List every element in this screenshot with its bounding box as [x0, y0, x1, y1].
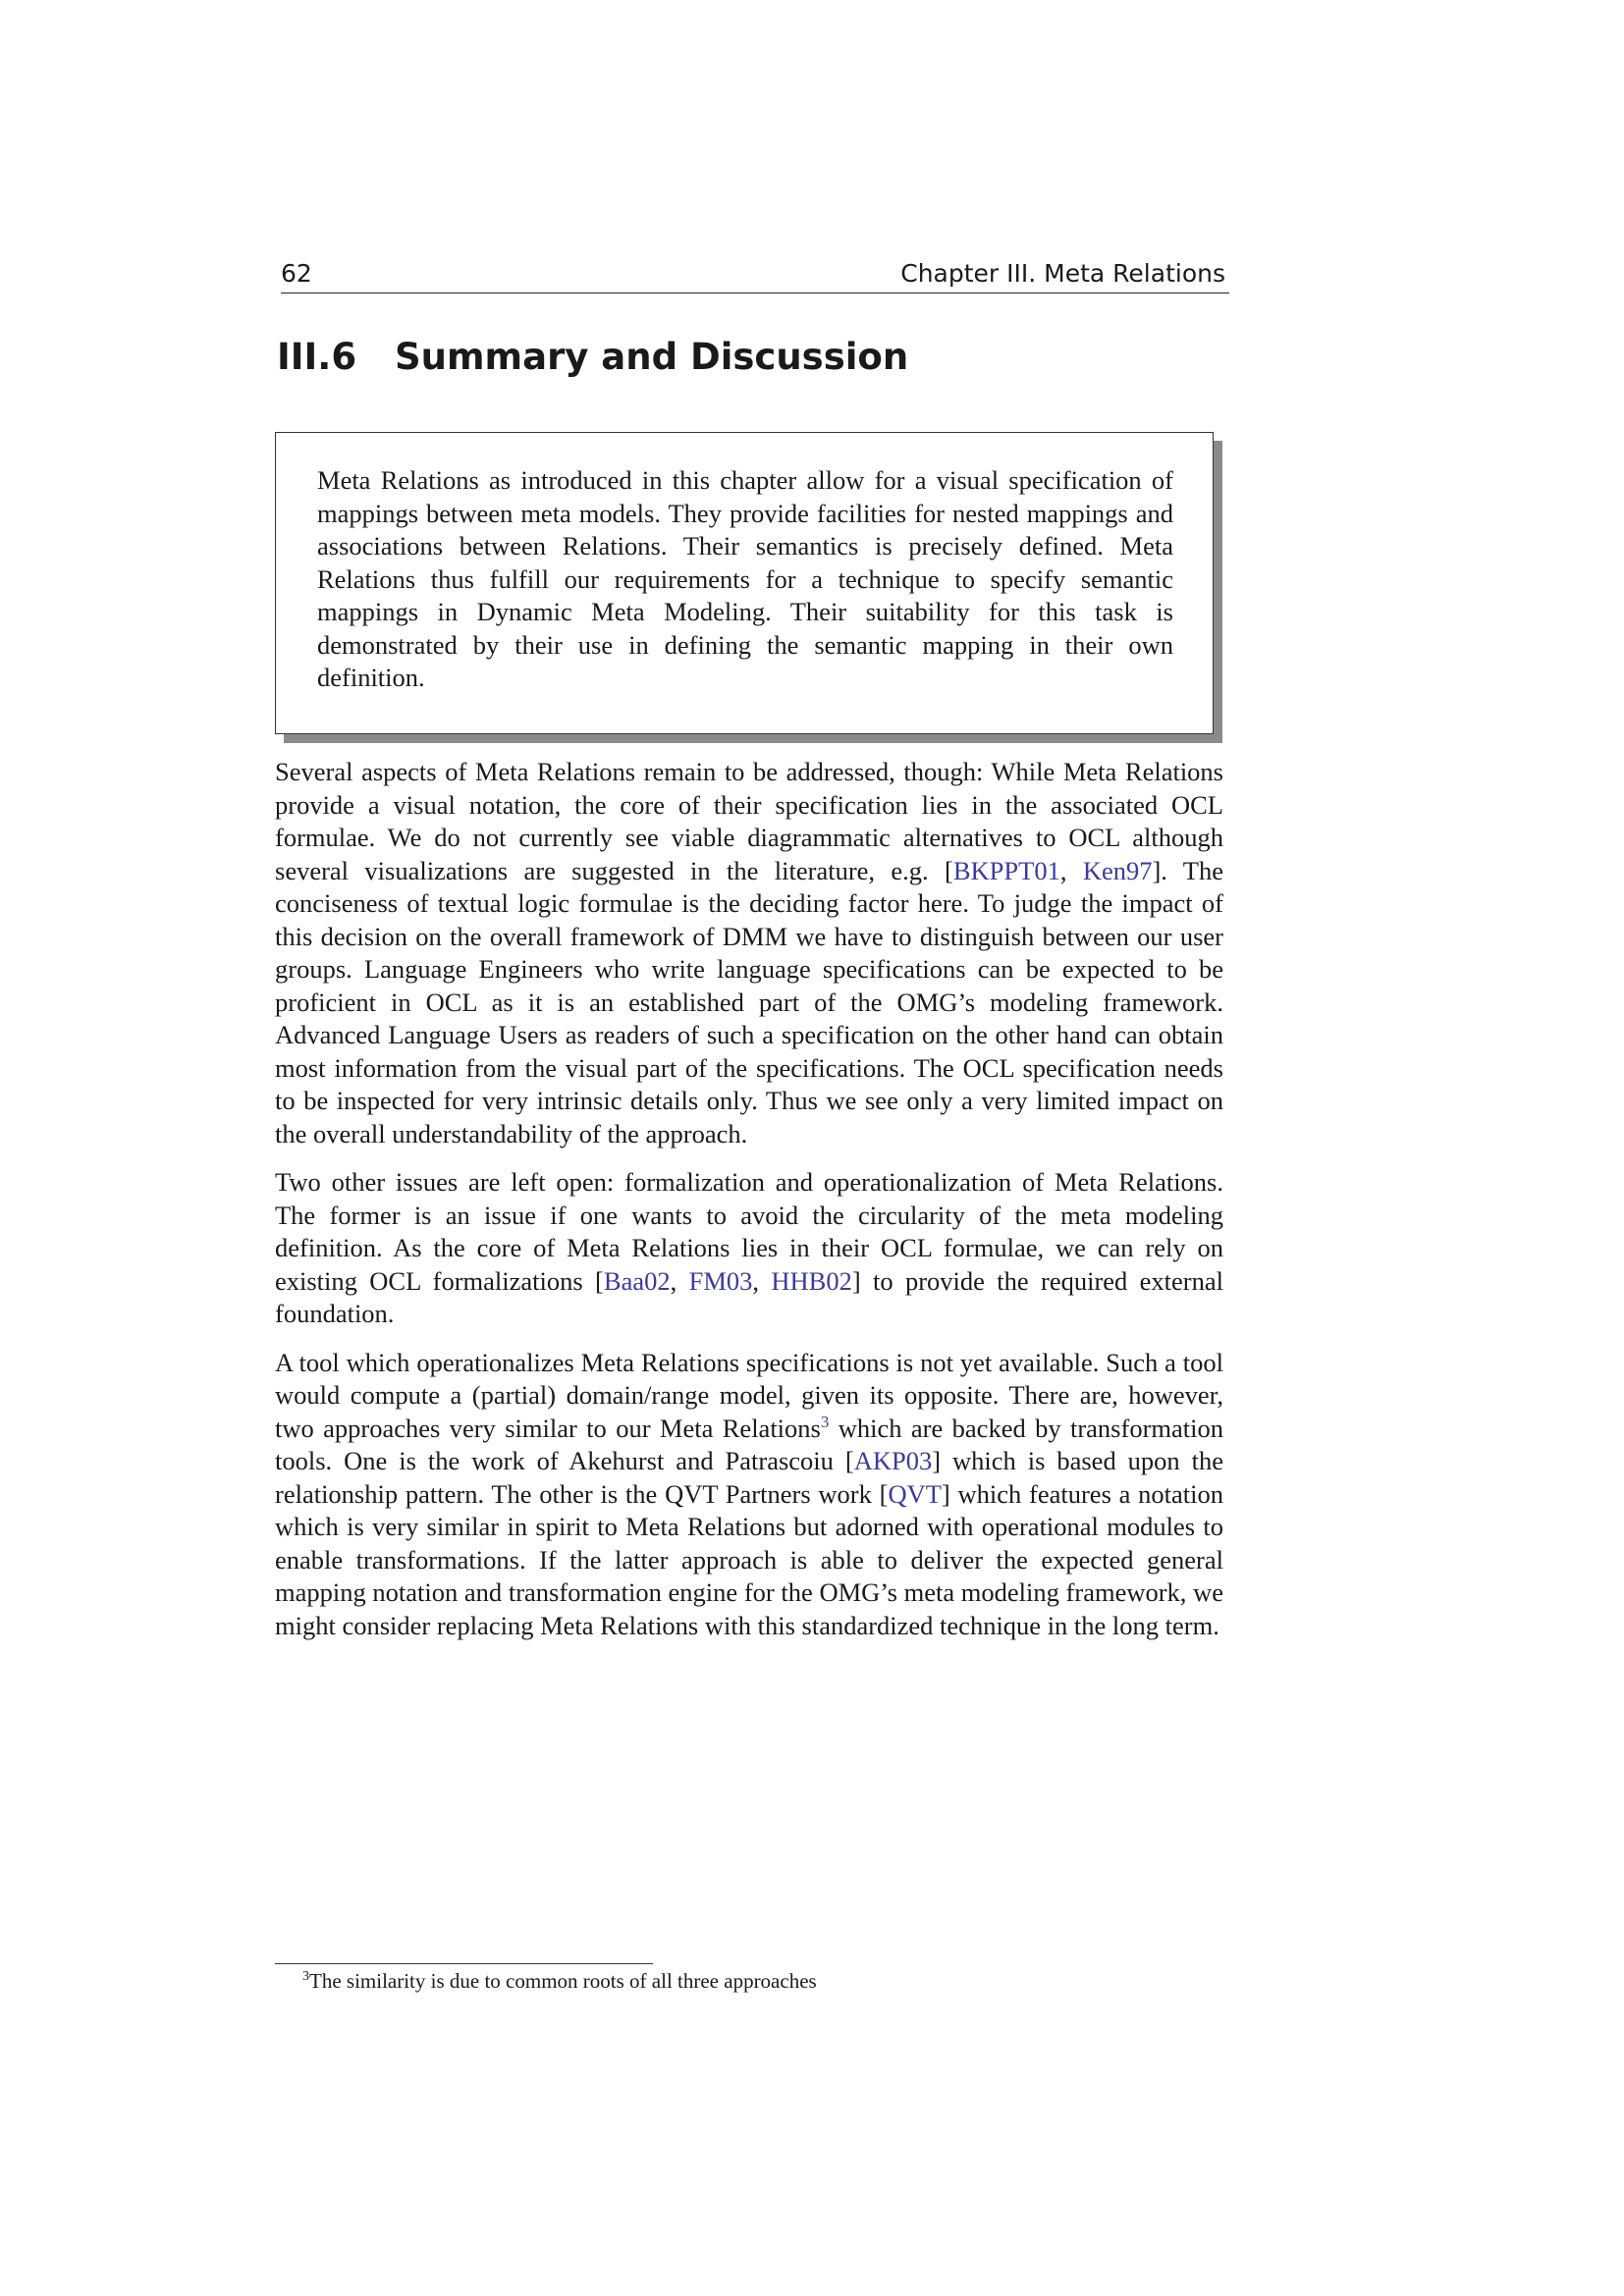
paragraph-2	[275, 1166, 1223, 1331]
paragraph-3-text-c: ] which is based upon the relationship pattern. The other is the QVT Partners work [	[275, 1446, 1223, 1509]
summary-text: Meta Relations as introduced in this chapter allow for a visual specification of mappings between meta models. They provide facilities for nested mappings and associations between Relations. Their semantics is precisely defined. Meta Relations thus fulfill our requirements for a technique to specify semantic mappings in Dynamic Meta Modeling. Their suitability for this task is demonstrated by their use in defining the semantic mapping in their own definition.	[317, 465, 1173, 692]
citation-link[interactable]: FM03	[688, 1265, 753, 1296]
paragraph-2-text-b: ] to provide the required external foundation.	[275, 1265, 1223, 1328]
paragraph-3-text-d: ] which features a notation which is very similar in spirit to Meta Relations but adorned with operational modules to enable transformations. If the latter approach is able to deliver the expected general mapping notation and transformation engine for the OMG’s meta modeling framework, we might consider replacing Meta Relations with this standardized technique in the long term.	[275, 1478, 1224, 1640]
paragraph-1-text-b: ]. The conciseness of textual logic formulae is the deciding factor here. To judge the impact of this decision on the overall framework of DMM we have to distinguish between our user groups. Language Engineers who write language specifications can be expected to be proficient in OCL as it is an established part of the OMG’s modeling framework. Advanced Language Users as readers of such a specification on the other hand can obtain most information from the visual part of the specifications. The OCL specification needs to be inspected for very intrinsic details only. Thus we see only a very limited impact on the overall understandability of the approach.	[275, 855, 1223, 1148]
footnote-number: 3	[302, 1969, 309, 1984]
page-number: 62	[281, 259, 312, 288]
chapter-title: Chapter III. Meta Relations	[900, 259, 1225, 288]
paragraph-3-text-b: which are backed by transformation tools. One is the work of Akehurst and Patrascoiu [	[275, 1413, 1223, 1475]
citation-separator: ,	[670, 1265, 689, 1296]
running-header	[281, 257, 1229, 294]
footnote-marker[interactable]: 3	[820, 1412, 830, 1431]
paragraph-3	[275, 1347, 1223, 1643]
citation-link[interactable]: Ken97	[1082, 855, 1153, 885]
citation-link[interactable]: HHB02	[771, 1265, 852, 1296]
citation-link[interactable]: Baa02	[603, 1265, 671, 1296]
section-number: III.6	[277, 336, 357, 378]
citation-link[interactable]: QVT	[888, 1478, 942, 1509]
footnote-text: The similarity is due to common roots of all three approaches	[309, 1969, 817, 1993]
citation-link[interactable]: BKPPT01	[952, 855, 1060, 885]
section-heading	[277, 336, 908, 378]
citation-separator: ,	[752, 1265, 772, 1296]
footnote	[302, 1969, 817, 1994]
paragraph-1	[275, 756, 1223, 1150]
citation-separator: ,	[1059, 855, 1083, 885]
paragraph-3-text-a: A tool which operationalizes Meta Relations specifications is not yet available. Such a tool would compute a (partial) domain/range model, given its opposite. There are, however, two approaches very similar to our Meta Relations	[275, 1347, 1223, 1443]
footnote-rule	[275, 1963, 653, 1964]
citation-link[interactable]: AKP03	[853, 1446, 933, 1475]
section-title: Summary and Discussion	[395, 336, 909, 378]
summary-box	[275, 432, 1214, 734]
paragraph-2-text-a: Two other issues are left open: formalization and operationalization of Meta Relations. The former is an issue if one wants to avoid the circularity of the meta modeling definition. As the core of Meta Relations lies in their OCL formulae, we can rely on existing OCL formalizations [	[275, 1167, 1223, 1296]
body-text	[275, 756, 1223, 1658]
paragraph-1-text-a: Several aspects of Meta Relations remain to be addressed, though: While Meta Relations provide a visual notation, the core of their specification lies in the associated OCL formulae. We do not currently see viable diagrammatic alternatives to OCL although several visualizations are suggested in the literature, e.g. [	[275, 757, 1223, 885]
